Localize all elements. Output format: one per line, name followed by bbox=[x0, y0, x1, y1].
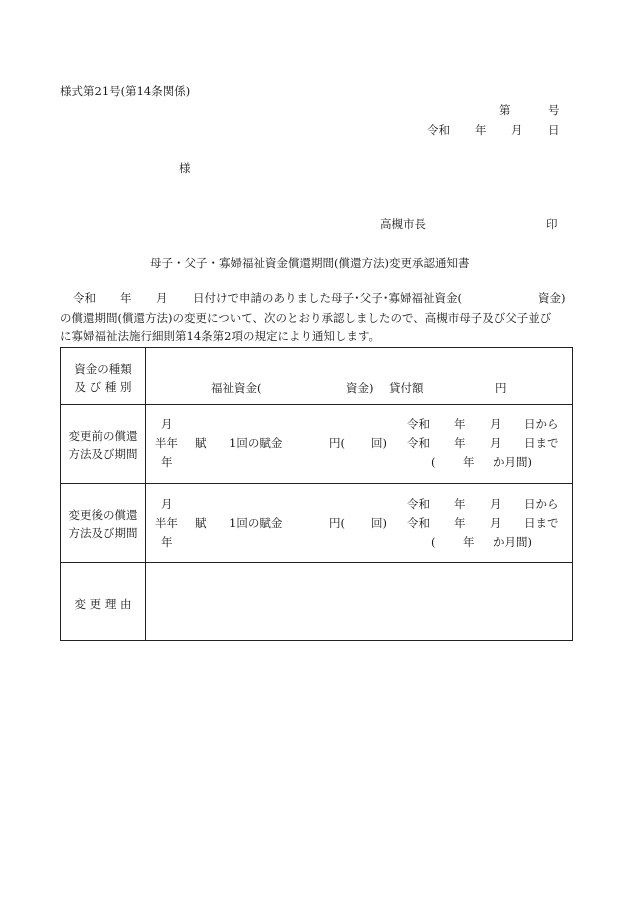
body-era: 令和 bbox=[73, 291, 96, 305]
loan-yen: 円 bbox=[495, 381, 507, 395]
before-from: 日から bbox=[524, 417, 559, 431]
recipient-suffix: 様 bbox=[179, 161, 191, 175]
body-line1-text: 日付けで申請のありました母子･父子･寡婦福祉資金( bbox=[193, 291, 462, 305]
body-line2: の償還期間(償還方法)の変更について、次のとおり承認しましたので、高槻市母子及び父子並び bbox=[60, 311, 552, 325]
after-y2: 年 bbox=[454, 516, 466, 530]
before-era1: 令和 bbox=[407, 417, 430, 431]
before-month: 月 bbox=[161, 417, 173, 431]
fund-type-label: 資金の種類 及 び 種 別 bbox=[74, 362, 132, 394]
form-number: 様式第21号(第14条関係) bbox=[60, 84, 191, 98]
approval-table bbox=[60, 347, 573, 641]
before-era2: 令和 bbox=[407, 436, 430, 450]
before-y1: 年 bbox=[454, 417, 466, 431]
doc-number-go: 号 bbox=[548, 103, 560, 117]
doc-number-dai: 第 bbox=[499, 103, 511, 117]
after-period-months: か月間) bbox=[493, 535, 532, 549]
body-year: 年 bbox=[120, 291, 132, 305]
after-m1: 月 bbox=[490, 497, 502, 511]
before-kai-close: 回) bbox=[371, 436, 387, 450]
date-era: 令和 bbox=[427, 123, 450, 137]
loan-amount-label: 貸付額 bbox=[389, 381, 424, 395]
before-fu: 賦 bbox=[195, 436, 207, 450]
row-divider bbox=[61, 404, 572, 405]
body-line3: に寡婦福祉法施行細則第14条第2項の規定により通知します。 bbox=[60, 329, 381, 343]
before-half-year: 半年 bbox=[155, 436, 178, 450]
before-yen-open: 円( bbox=[329, 436, 345, 450]
change-reason-label: 変 更 理 由 bbox=[74, 597, 132, 611]
before-m1: 月 bbox=[490, 417, 502, 431]
after-kai-close: 回) bbox=[371, 516, 387, 530]
after-m2: 月 bbox=[490, 516, 502, 530]
after-half-year: 半年 bbox=[155, 516, 178, 530]
after-y1: 年 bbox=[454, 497, 466, 511]
after-from: 日から bbox=[524, 497, 559, 511]
fund-prefix: 福祉資金( bbox=[211, 381, 262, 395]
before-paren-open: ( bbox=[431, 455, 436, 469]
sender-seal: 印 bbox=[546, 217, 558, 231]
after-until: 日まで bbox=[524, 516, 559, 530]
before-year: 年 bbox=[161, 455, 173, 469]
fund-suffix: 資金) bbox=[346, 381, 374, 395]
after-change-label: 変更後の償還 方法及び期間 bbox=[68, 508, 138, 540]
before-until: 日まで bbox=[524, 436, 559, 450]
after-month: 月 bbox=[161, 497, 173, 511]
after-period-year: 年 bbox=[463, 535, 475, 549]
before-installment: 1回の賦金 bbox=[229, 436, 283, 450]
after-era1: 令和 bbox=[407, 497, 430, 511]
after-era2: 令和 bbox=[407, 516, 430, 530]
after-installment: 1回の賦金 bbox=[229, 516, 283, 530]
after-year: 年 bbox=[161, 535, 173, 549]
date-day: 日 bbox=[548, 123, 560, 137]
body-month: 月 bbox=[156, 291, 168, 305]
before-period-months: か月間) bbox=[493, 455, 532, 469]
change-reason-field[interactable] bbox=[146, 563, 572, 641]
after-yen-open: 円( bbox=[329, 516, 345, 530]
body-line1-close: 資金) bbox=[538, 291, 566, 305]
document-title: 母子・父子・寡婦福祉資金償還期間(償還方法)変更承認通知書 bbox=[150, 256, 470, 270]
after-paren-open: ( bbox=[431, 535, 436, 549]
sender-title: 高槻市長 bbox=[380, 217, 426, 231]
before-m2: 月 bbox=[490, 436, 502, 450]
date-year: 年 bbox=[475, 123, 487, 137]
date-month: 月 bbox=[511, 123, 523, 137]
before-change-label: 変更前の償還 方法及び期間 bbox=[68, 429, 138, 461]
after-fu: 賦 bbox=[195, 516, 207, 530]
before-y2: 年 bbox=[454, 436, 466, 450]
row-divider bbox=[61, 483, 572, 484]
before-period-year: 年 bbox=[463, 455, 475, 469]
